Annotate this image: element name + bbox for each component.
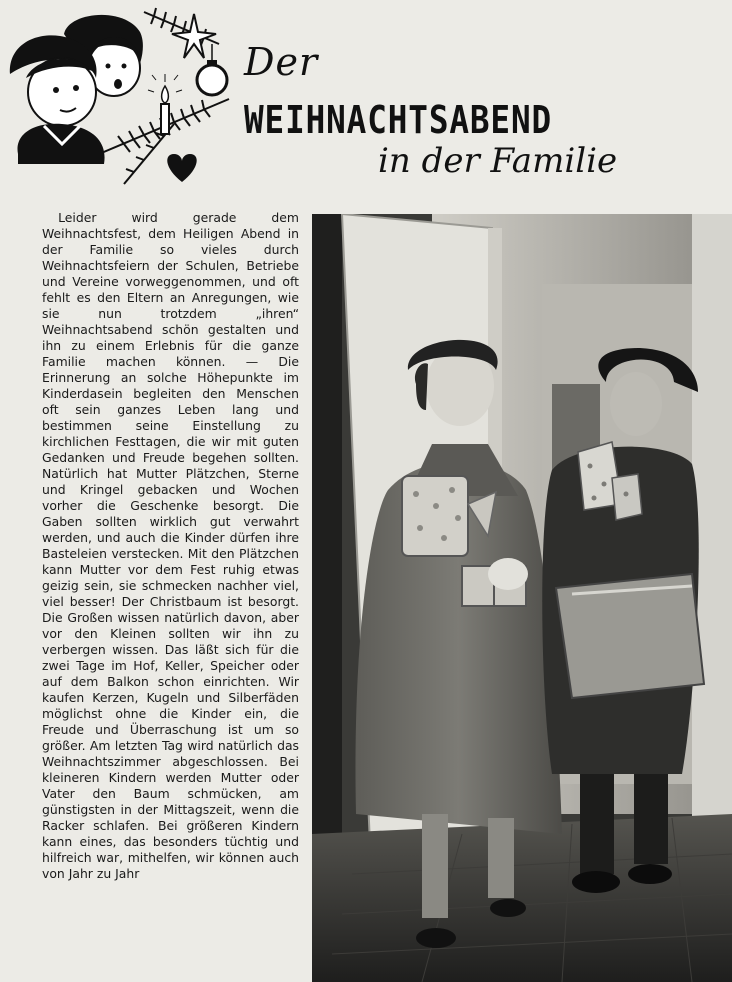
couple-with-gifts-photo	[312, 214, 732, 982]
page-title: WEIHNACHTSABEND	[244, 98, 553, 142]
ornament-icon	[197, 65, 227, 95]
christmas-illustration	[4, 4, 236, 190]
heart-icon	[167, 154, 196, 182]
title-prefix: Der	[244, 40, 319, 84]
article-photo	[312, 214, 732, 982]
children-christmas-icon	[4, 4, 236, 190]
article-body: Leider wird gerade dem Weihnachtsfest, dem Heiligen Abend in der Familie so vieles durch Weihnachtsfeiern der Schulen, Betriebe und Vereine vorweggenommen, und oft fehlt es den Eltern an Anregungen, wie sie nun trotzdem „ihren“ Weihnachtsabend schön gestalten und ihn zu einem Erlebnis für die ganze Familie machen können. — Die Erinnerung an solche Höhepunkte im Kinderdasein begleiten den Menschen oft sein ganzes Leben lang und bestimmen seine Einstellung zu kirchlichen Festtagen, die wir mit guten Gedanken und Freude begehen sollten. Natürlich hat Mutter Plätzchen, Sterne und Kringel gebacken und Wochen vorher die Geschenke besorgt. Die Gaben sollten wirklich gut verwahrt werden, und auch die Kinder dürfen ihre Basteleien verstecken. Mit den Plätzchen kann Mutter vor dem Fest ruhig etwas geizig sein, sie schmecken nachher viel, viel besser! Der Christbaum ist besorgt. Die Großen wissen natürlich davon, aber vor den Kleinen sollten wir ihn zu verbergen wissen. Das läßt sich für die zwei Tage im Hof, Keller, Speicher oder auf dem Balkon schon einrichten. Wir kaufen Kerzen, Kugeln und Silberfäden möglichst ohne die Kinder ein, die Freude und Überraschung ist um so größer. Am letzten Tag wird natürlich das Weihnachtszimmer abgeschlossen. Bei kleineren Kindern werden Mutter oder Vater den Baum schmücken, am günstigsten in der Mittagszeit, wenn die Racker schlafen. Bei größeren Kindern kann eines, das besonders tüchtig und hilfreich war, mithelfen, wir können auch von Jahr zu Jahr	[42, 210, 299, 881]
star-icon	[172, 14, 216, 58]
boy-icon	[10, 35, 105, 164]
title-subtitle: in der Familie	[378, 141, 618, 181]
